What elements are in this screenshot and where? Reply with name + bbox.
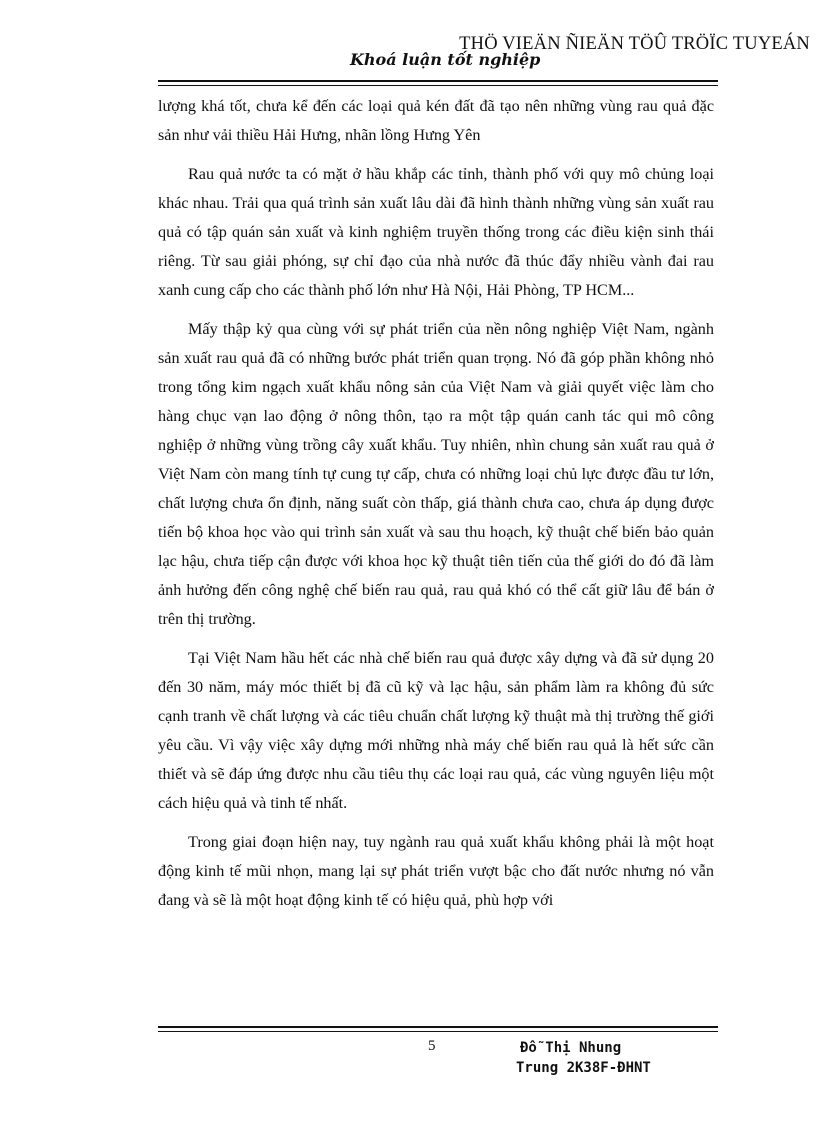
author-name: Đỗ Thị Nhung: [520, 1040, 622, 1056]
author-class: Trung 2K38F-ĐHNT: [516, 1060, 651, 1076]
author-block: [516, 1038, 651, 1078]
footer-divider: [158, 1026, 718, 1028]
library-watermark: THÖ VIEÄN ÑIEÄN TÖÛ TRÖÏC TUYEÁN: [459, 34, 810, 54]
paragraph-4: Tại Việt Nam hầu hết các nhà chế biến rau quả được xây dựng và đã sử dụng 20 đến 30 năm, máy móc thiết bị đã cũ kỹ và lạc hậu, sản phẩm làm ra không đủ sức cạnh tranh về chất lượng và các tiêu chuẩn chất lượng kỹ thuật mà thị trường thế giới yêu cầu. Vì vậy việc xây dựng mới những nhà máy chế biến rau quả là hết sức cần thiết và sẽ đáp ứng được nhu cầu tiêu thụ các loại rau quả, các vùng nguyên liệu một cách hiệu quả và tinh tế nhất.: [158, 649, 714, 812]
page-number: 5: [428, 1038, 436, 1054]
paragraph-5: Trong giai đoạn hiện nay, tuy ngành rau quả xuất khẩu không phải là một hoạt động kinh tế mũi nhọn, mang lại sự phát triển vượt bậc cho đất nước nhưng nó vẫn đang và sẽ là một hoạt động kinh tế có hiệu quả, phù hợp với: [158, 833, 714, 909]
page-header-title: Khoá luận tốt nghiệp: [350, 50, 541, 69]
paragraph-3: Mấy thập kỷ qua cùng với sự phát triển của nền nông nghiệp Việt Nam, ngành sản xuất rau quả đã có những bước phát triển quan trọng. Nó đã góp phần không nhỏ trong tổng kim ngạch xuất khẩu nông sản của Việt Nam và giải quyết việc làm cho hàng chục vạn lao động ở nông thôn, tạo ra một tập quán canh tác qui mô công nghiệp ở những vùng trồng cây xuất khẩu. Tuy nhiên, nhìn chung sản xuất rau quả ở Việt Nam còn mang tính tự cung tự cấp, chưa có những loại chủ lực được đầu tư lớn, chất lượng chưa ổn định, năng suất còn thấp, giá thành chưa cao, chưa áp dụng được tiến bộ khoa học vào qui trình sản xuất và sau thu hoạch, kỹ thuật chế biến bảo quản lạc hậu, chưa tiếp cận được với khoa học kỹ thuật tiên tiến của thế giới do đó đã làm ảnh hưởng đến công nghệ chế biến rau quả, rau quả khó có thể cất giữ lâu để bán ở trên thị trường.: [158, 320, 714, 628]
header-divider: [158, 80, 718, 82]
paragraph-2: Rau quả nước ta có mặt ở hầu khắp các tỉnh, thành phố với quy mô chủng loại khác nhau. Trải qua quá trình sản xuất lâu dài đã hình thành những vùng sản xuất rau quả có tập quán sản xuất và kinh nghiệm truyền thống trong các điều kiện sinh thái riêng. Từ sau giải phóng, sự chỉ đạo của nhà nước đã thúc đẩy nhiều vành đai rau xanh cung cấp cho các thành phố lớn như Hà Nội, Hải Phòng, TP HCM...: [158, 165, 714, 299]
paragraph-1: lượng khá tốt, chưa kể đến các loại quả kén đất đã tạo nên những vùng rau quả đặc sản như vải thiều Hải Hưng, nhãn lồng Hưng Yên: [158, 97, 714, 144]
document-body: [158, 92, 714, 925]
